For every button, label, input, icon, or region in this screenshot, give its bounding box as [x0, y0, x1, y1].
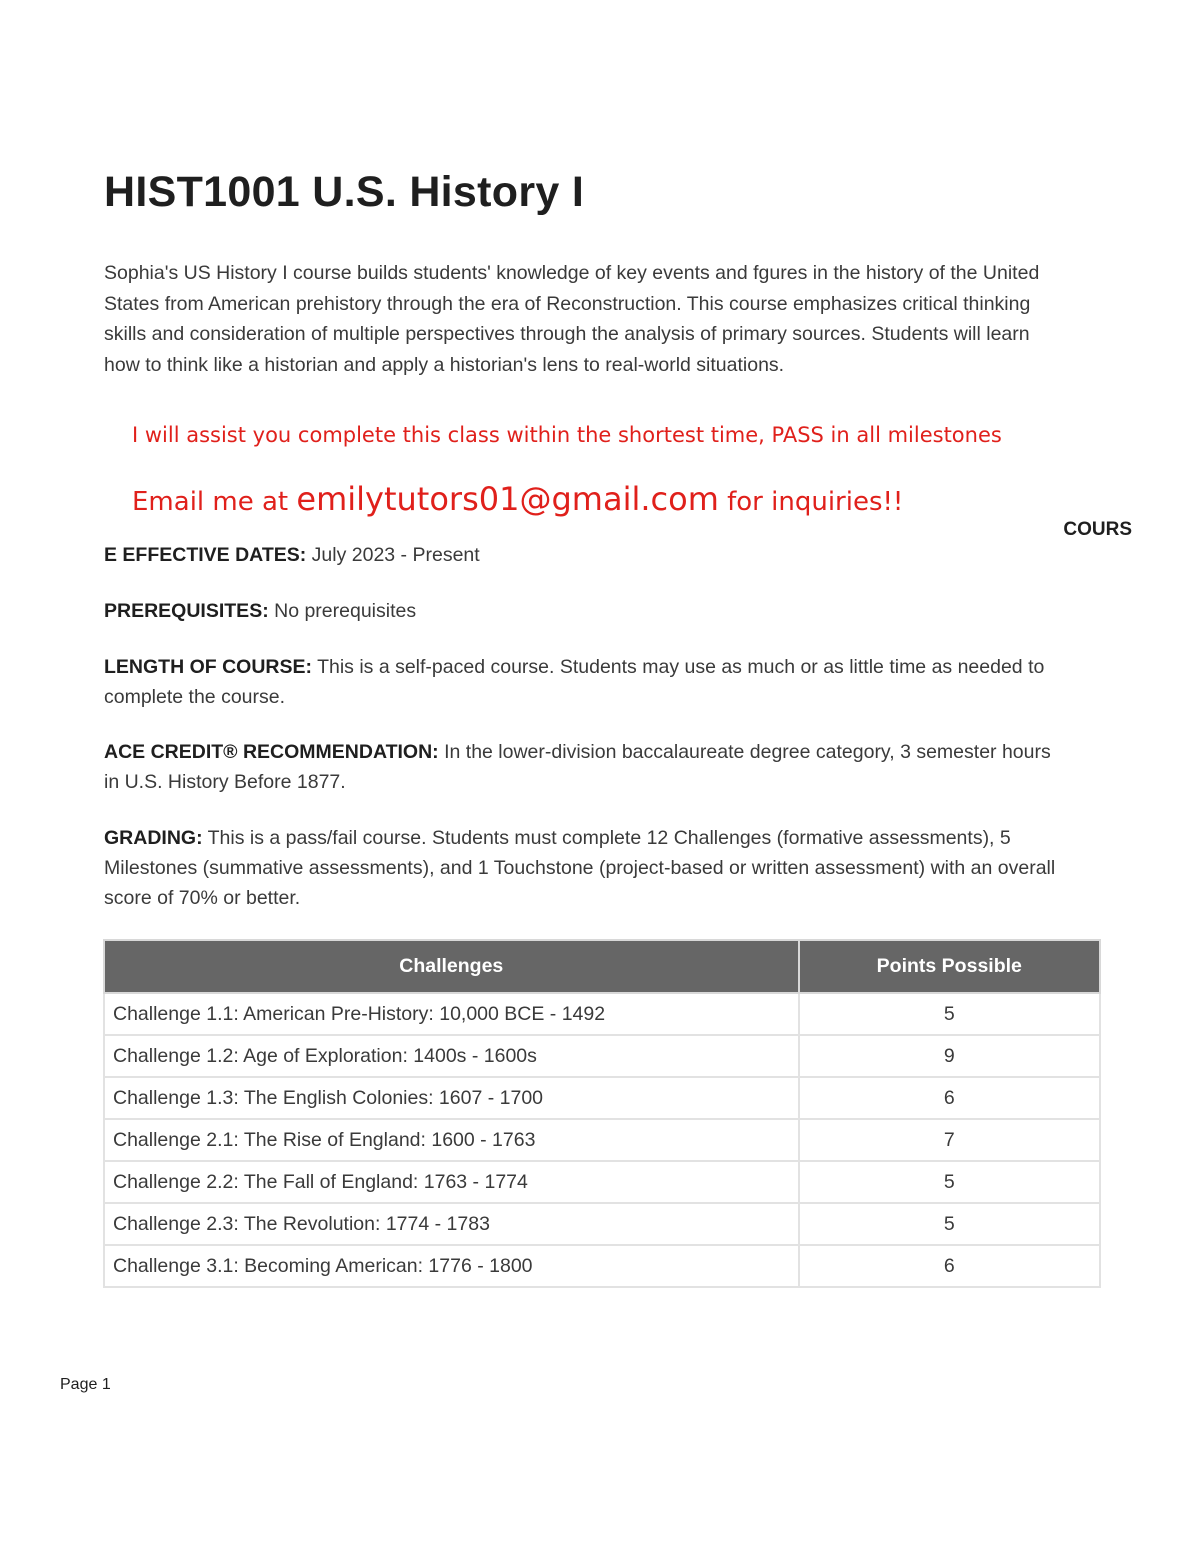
- cours-fragment: COURS: [1063, 519, 1132, 540]
- promo-line-1: I will assist you complete this class within the shortest time, PASS in all milestones: [132, 423, 1002, 447]
- field-grading: [104, 823, 1064, 913]
- challenge-points: 6: [799, 1077, 1100, 1119]
- table-header-row: [104, 940, 1100, 993]
- page-number: Page 1: [60, 1376, 111, 1393]
- promo-email-prefix: Email me at: [132, 487, 297, 517]
- challenge-name: Challenge 1.1: American Pre-History: 10,000 BCE - 1492: [104, 993, 799, 1035]
- field-prerequisites: [104, 596, 1064, 626]
- promo-email-suffix: for inquiries!!: [718, 487, 904, 517]
- header-points-possible: Points Possible: [799, 940, 1100, 993]
- table-row: [104, 1245, 1100, 1287]
- challenge-name: Challenge 2.1: The Rise of England: 1600 - 1763: [104, 1119, 799, 1161]
- field-effective-dates: [104, 540, 1064, 570]
- field-value: July 2023 - Present: [306, 544, 480, 566]
- table-row: [104, 1035, 1100, 1077]
- table-row: [104, 993, 1100, 1035]
- table-row: [104, 1119, 1100, 1161]
- challenges-table: [103, 939, 1101, 1288]
- field-label: LENGTH OF COURSE:: [104, 656, 312, 678]
- table-row: [104, 1161, 1100, 1203]
- header-challenges: Challenges: [104, 940, 799, 993]
- field-label: PREREQUISITES:: [104, 600, 269, 622]
- challenge-name: Challenge 1.3: The English Colonies: 1607 - 1700: [104, 1077, 799, 1119]
- challenge-points: 6: [799, 1245, 1100, 1287]
- promo-email: emilytutors01@gmail.com: [296, 480, 719, 518]
- field-length-of-course: [104, 652, 1064, 712]
- field-ace-credit: [104, 737, 1064, 797]
- challenge-name: Challenge 3.1: Becoming American: 1776 - 1800: [104, 1245, 799, 1287]
- course-description: Sophia's US History I course builds students' knowledge of key events and fgures in the history of the United States from American prehistory through the era of Reconstruction. This course emphasizes critical thinking skills and consideration of multiple perspectives through the analysis of primary sources. Students will learn how to think like a historian and apply a historian's lens to real-world situations.: [104, 262, 1040, 376]
- challenge-points: 9: [799, 1035, 1100, 1077]
- challenge-name: Challenge 2.2: The Fall of England: 1763 - 1774: [104, 1161, 799, 1203]
- challenge-points: 5: [799, 1161, 1100, 1203]
- field-label: ACE CREDIT® RECOMMENDATION:: [104, 741, 439, 763]
- challenge-points: 5: [799, 993, 1100, 1035]
- field-label: E EFFECTIVE DATES:: [104, 544, 307, 566]
- field-value: This is a pass/fail course. Students must complete 12 Challenges (formative assessments), 5 Milestones (summative assessments), and 1 Touchstone (project-based or written assessment) with an overall score of 70% or better.: [104, 827, 1056, 909]
- challenge-name: Challenge 2.3: The Revolution: 1774 - 1783: [104, 1203, 799, 1245]
- field-value: No prerequisites: [268, 600, 417, 622]
- page-title: HIST1001 U.S. History I: [104, 168, 585, 216]
- table-row: [104, 1077, 1100, 1119]
- challenge-name: Challenge 1.2: Age of Exploration: 1400s - 1600s: [104, 1035, 799, 1077]
- promo-line-2: [132, 480, 903, 518]
- field-value: This is a self-paced course. Students may use as much or as little time as needed to complete the course.: [104, 656, 1045, 708]
- field-label: GRADING:: [104, 827, 203, 849]
- table-row: [104, 1203, 1100, 1245]
- challenge-points: 7: [799, 1119, 1100, 1161]
- field-value: In the lower-division baccalaureate degree category, 3 semester hours in U.S. History Before 1877.: [104, 741, 1051, 793]
- challenge-points: 5: [799, 1203, 1100, 1245]
